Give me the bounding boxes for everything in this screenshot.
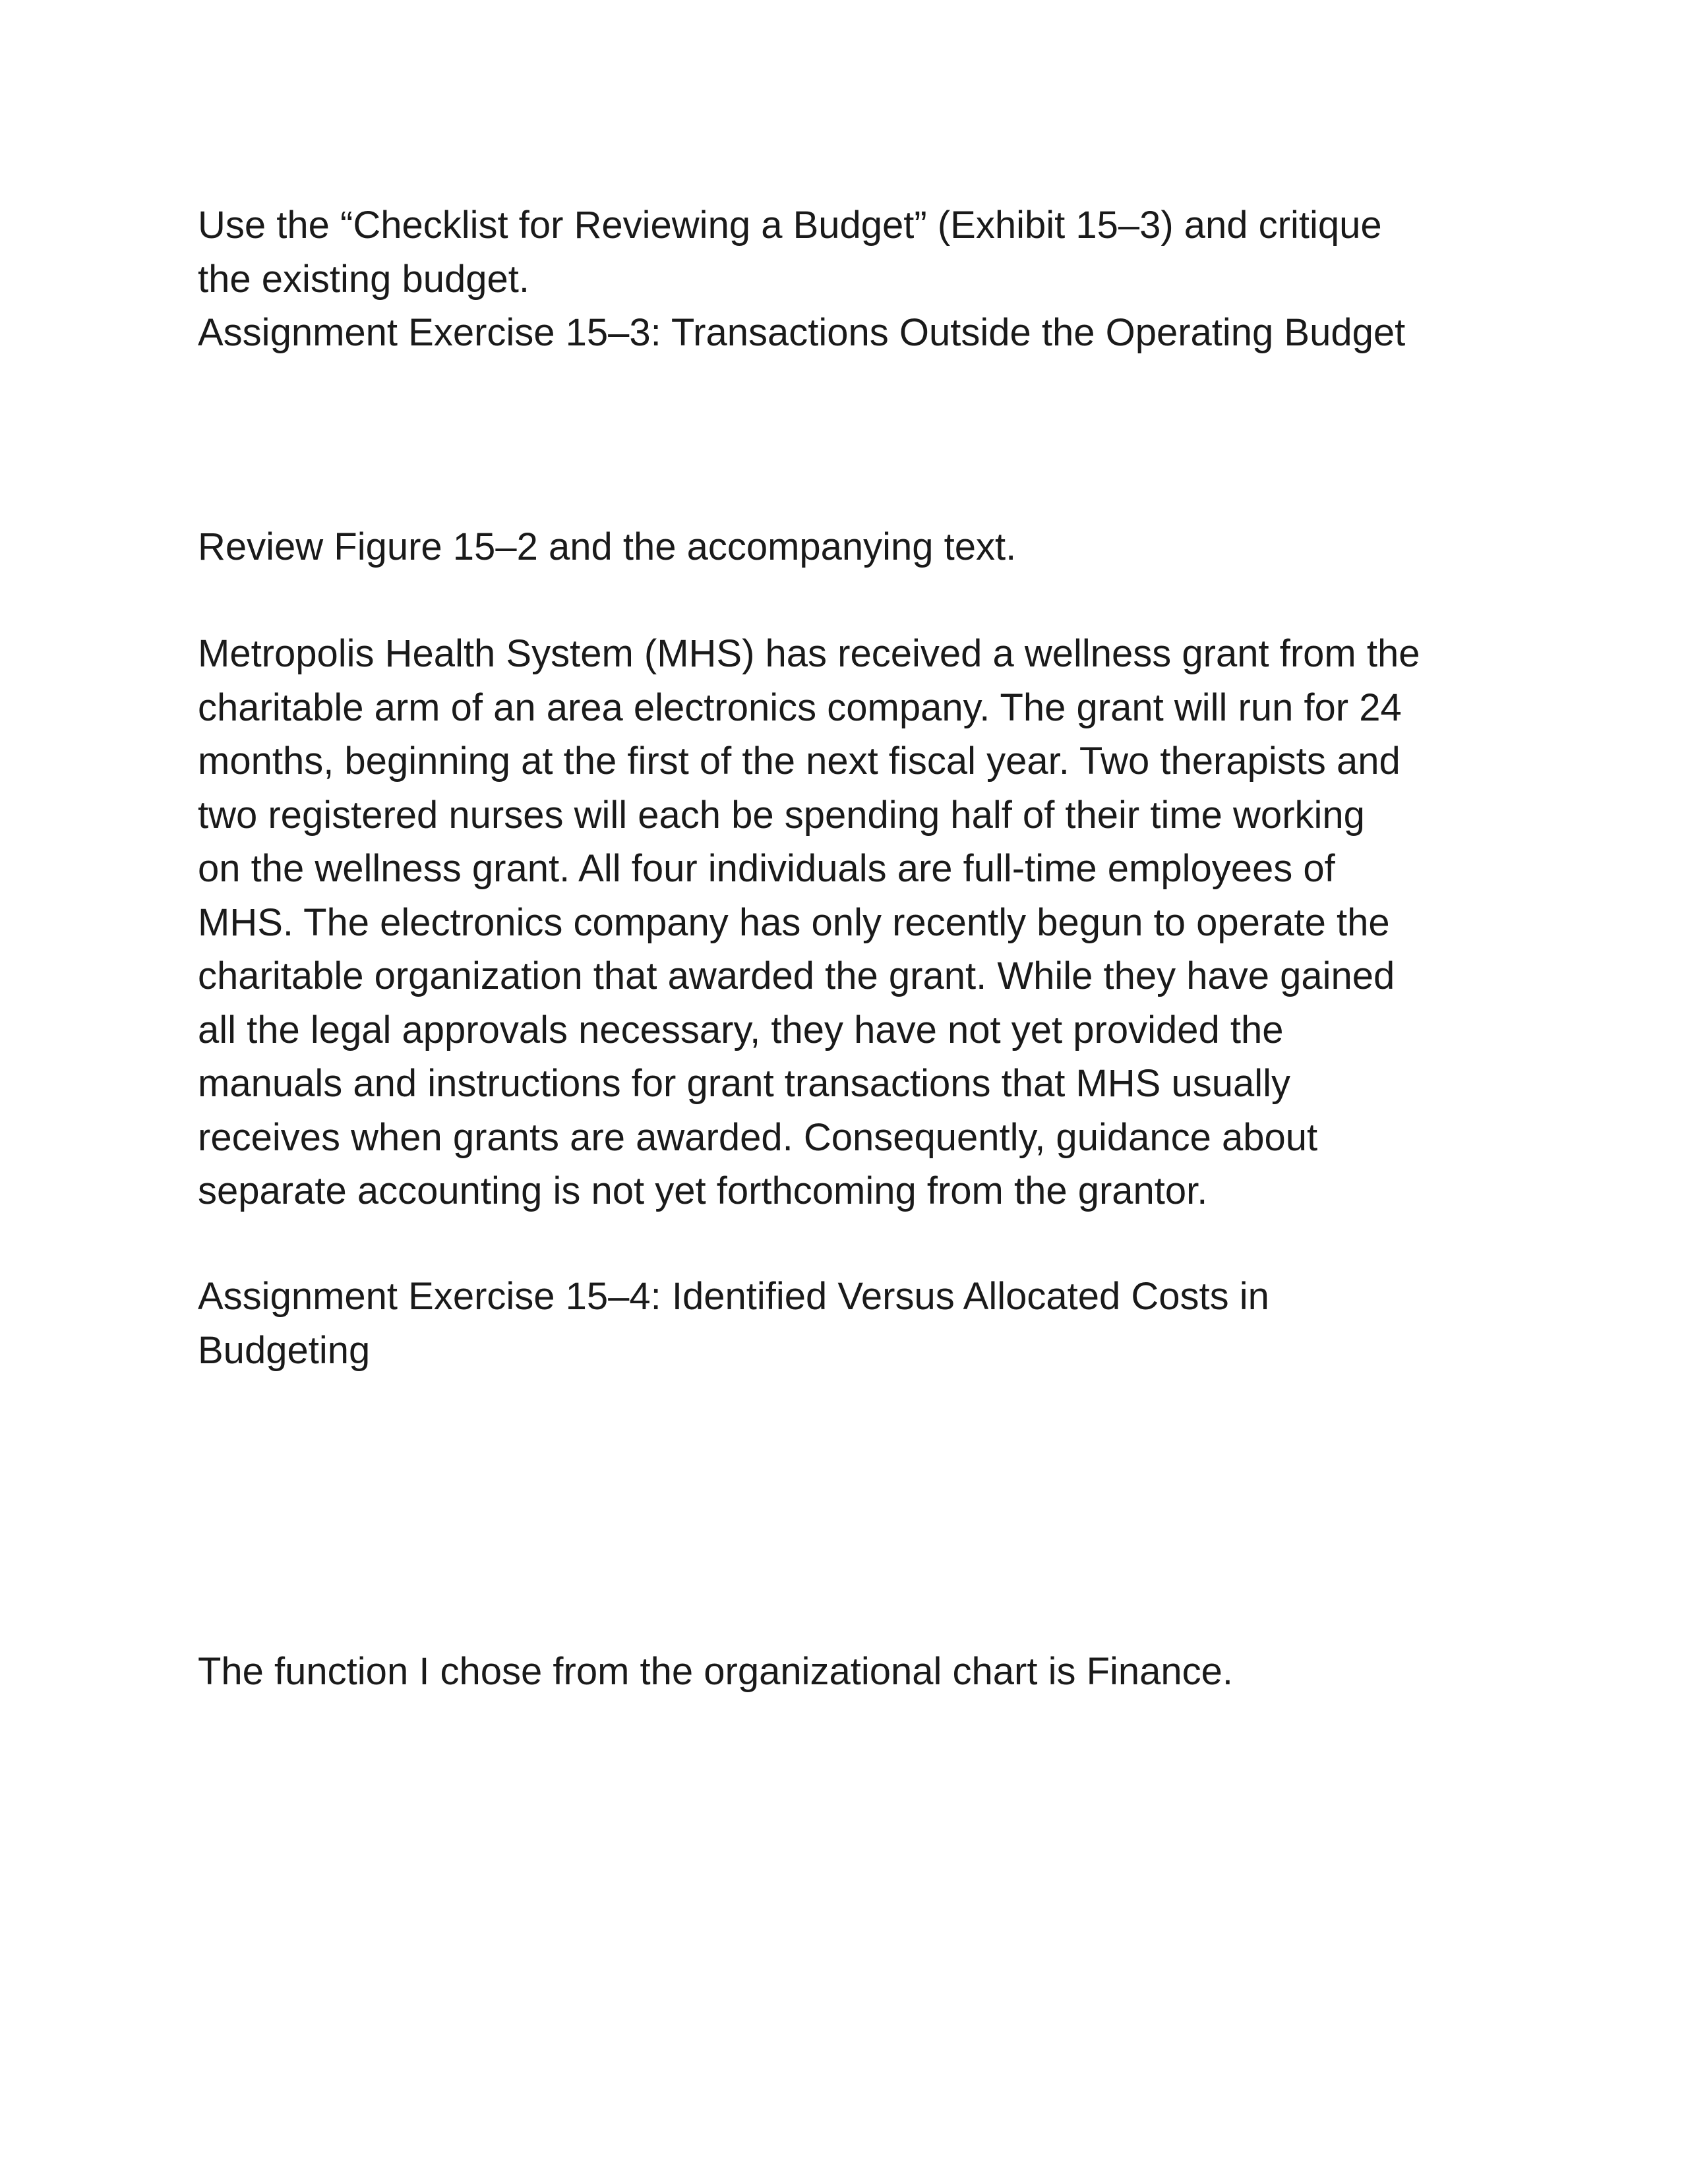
metropolis-line: receives when grants are awarded. Consequently, guidance about: [198, 1115, 1318, 1159]
intro-line: Use the “Checklist for Reviewing a Budget” (Exhibit 15–3) and critique: [198, 204, 1382, 247]
exercise-15-4-line: Budgeting: [198, 1328, 371, 1372]
metropolis-line: charitable arm of an area electronics company. The grant will run for 24: [198, 686, 1402, 729]
metropolis-line: MHS. The electronics company has only recently begun to operate the: [198, 900, 1390, 944]
intro-line: the existing budget.: [198, 257, 530, 301]
metropolis-line: separate accounting is not yet forthcoming from the grantor.: [198, 1169, 1208, 1212]
metropolis-line: Metropolis Health System (MHS) has received a wellness grant from the: [198, 632, 1420, 675]
metropolis-paragraph: [198, 627, 1517, 1218]
metropolis-line: two registered nurses will each be spending half of their time working: [198, 793, 1365, 837]
exercise-15-3-heading: Assignment Exercise 15–3: Transactions Outside the Operating Budget: [198, 311, 1406, 354]
metropolis-line: months, beginning at the first of the next fiscal year. Two therapists and: [198, 740, 1401, 782]
exercise-15-4-heading: [198, 1270, 1517, 1377]
exercise-15-4-line: Assignment Exercise 15–4: Identified Versus Allocated Costs in: [198, 1275, 1269, 1318]
metropolis-line: manuals and instructions for grant transactions that MHS usually: [198, 1062, 1291, 1105]
intro-paragraph: [198, 198, 1517, 360]
function-line: The function I chose from the organizational chart is Finance.: [198, 1650, 1234, 1693]
review-line: Review Figure 15–2 and the accompanying text.: [198, 525, 1017, 568]
function-statement: [198, 1645, 1517, 1699]
review-instruction: [198, 520, 1517, 574]
metropolis-line: charitable organization that awarded the grant. While they have gained: [198, 955, 1395, 997]
metropolis-line: all the legal approvals necessary, they have not yet provided the: [198, 1008, 1284, 1051]
metropolis-line: on the wellness grant. All four individuals are full-time employees of: [198, 847, 1335, 890]
